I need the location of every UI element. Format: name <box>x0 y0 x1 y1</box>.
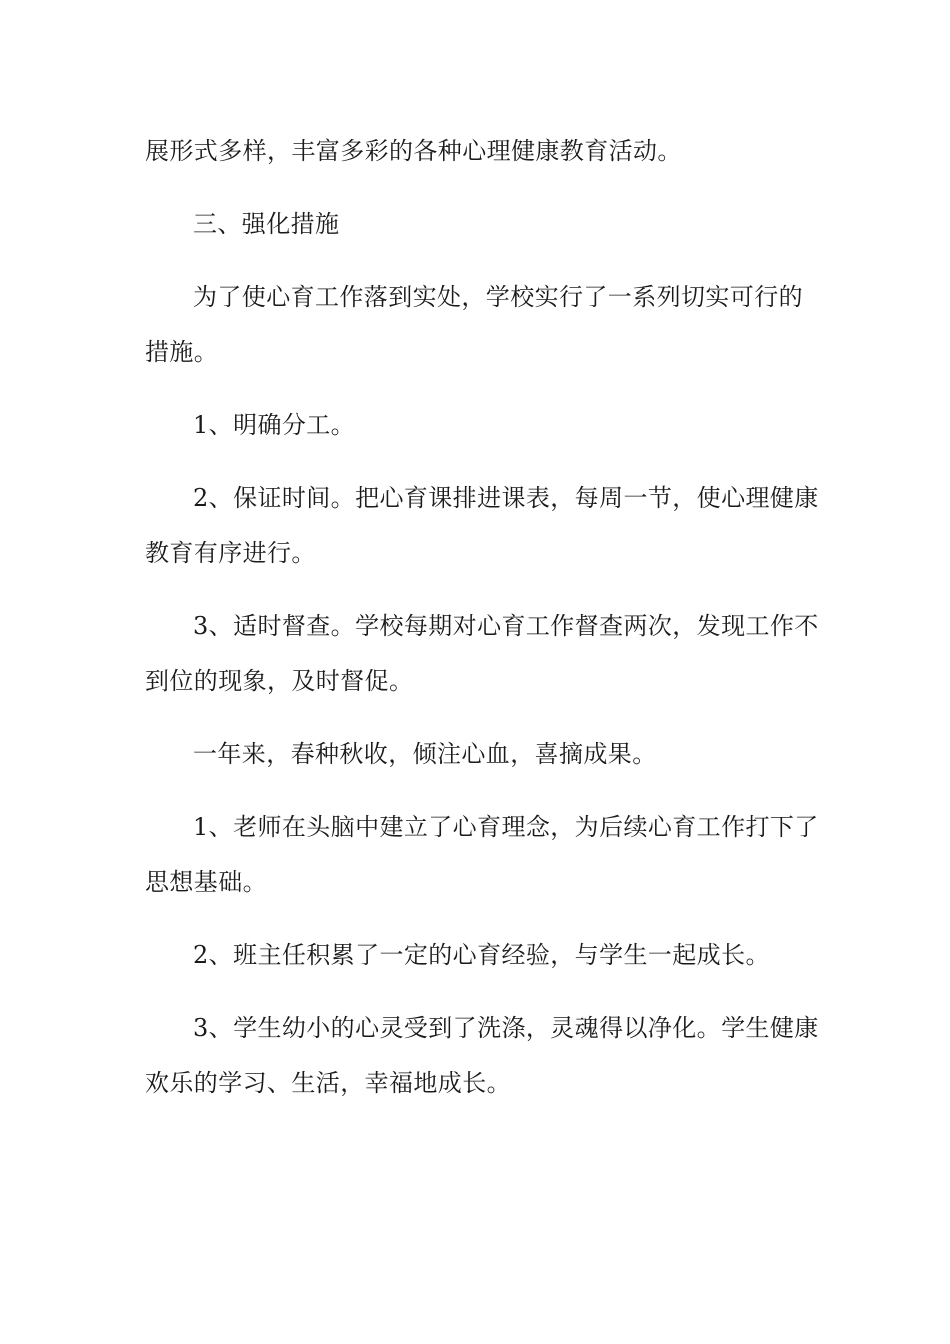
text-line: 措施。 <box>145 338 219 366</box>
list-item <box>145 599 819 709</box>
list-item <box>145 471 819 581</box>
text-line: 思想基础。 <box>145 868 267 896</box>
text-line: 1、老师在头脑中建立了心育理念，为后续心育工作打下了 <box>193 813 819 841</box>
text-line: 为了使心育工作落到实处，学校实行了一系列切实可行的 <box>193 283 803 311</box>
list-item <box>145 398 815 453</box>
list-item <box>145 1001 819 1111</box>
text-line: 展形式多样，丰富多彩的各种心理健康教育活动。 <box>145 137 682 165</box>
text-line: 欢乐的学习、生活，幸福地成长。 <box>145 1069 511 1097</box>
text-line: 三、强化措施 <box>193 210 340 238</box>
list-item <box>145 928 815 983</box>
text-line: 2、保证时间。把心育课排进课表，每周一节，使心理健康 <box>193 484 819 512</box>
text-line: 到位的现象，及时督促。 <box>145 667 414 695</box>
text-line: 1、明确分工。 <box>193 411 356 439</box>
text-line: 一年来，春种秋收，倾注心血，喜摘成果。 <box>193 740 657 768</box>
document-body <box>145 124 819 1129</box>
list-item <box>145 800 819 910</box>
text-line: 2、班主任积累了一定的心育经验，与学生一起成长。 <box>193 941 770 969</box>
text-line: 教育有序进行。 <box>145 539 316 567</box>
text-line: 3、适时督查。学校每期对心育工作督查两次，发现工作不 <box>193 612 819 640</box>
section-heading <box>145 197 815 252</box>
paragraph <box>145 727 815 782</box>
paragraph <box>145 270 815 380</box>
text-line: 3、学生幼小的心灵受到了洗涤，灵魂得以净化。学生健康 <box>193 1014 819 1042</box>
paragraph-continued <box>145 124 815 179</box>
